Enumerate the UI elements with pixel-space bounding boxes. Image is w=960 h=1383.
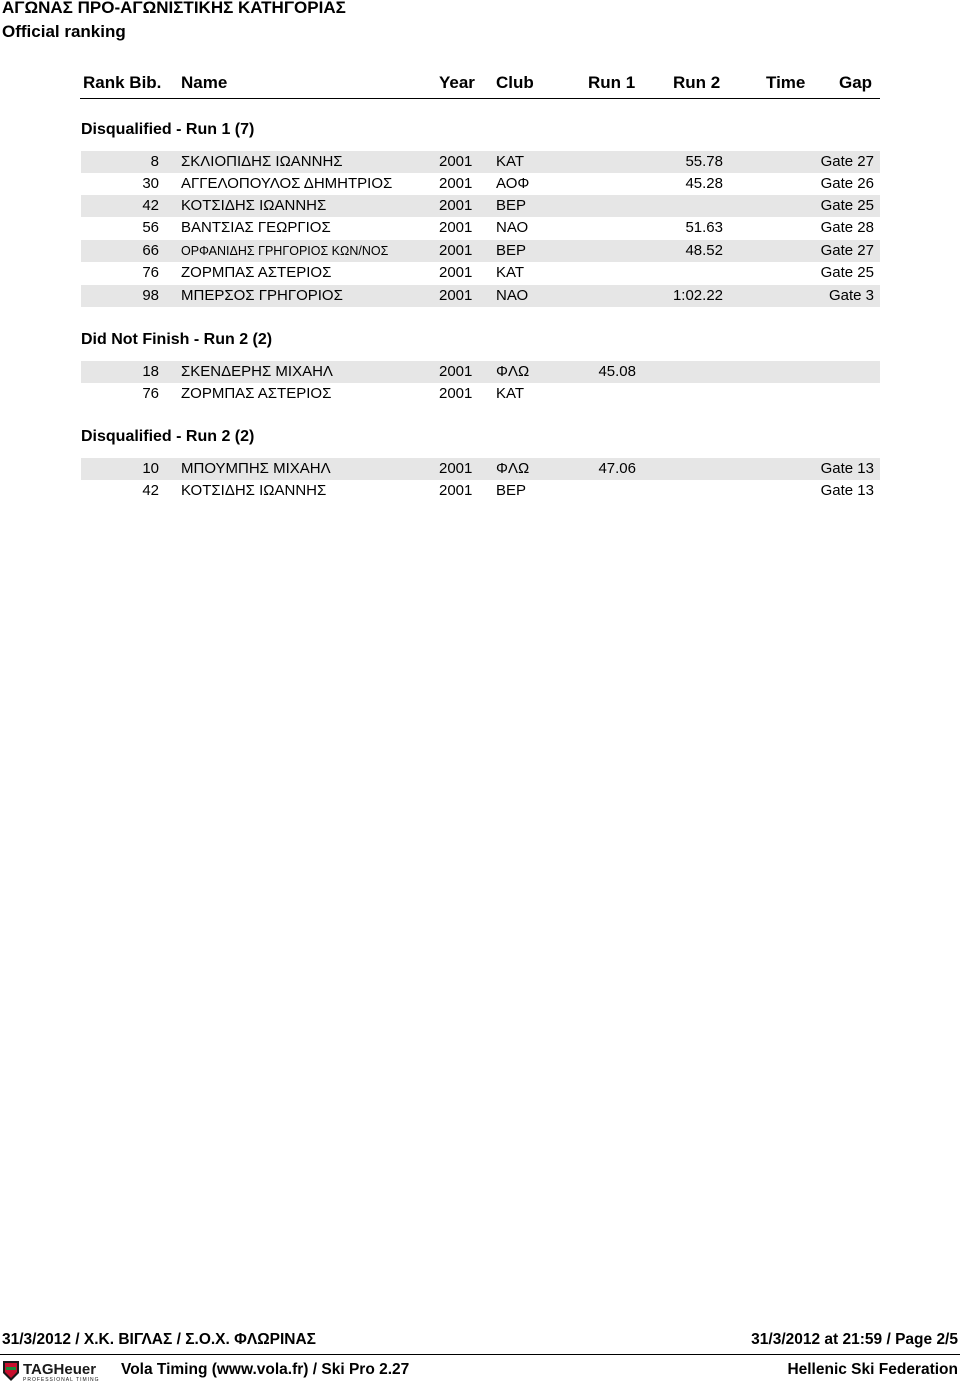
birth-year: 2001	[439, 363, 473, 380]
column-header-row	[0, 73, 960, 95]
club: ΦΛΩ	[496, 363, 530, 380]
bib: 56	[142, 219, 159, 236]
col-gap: Gap	[839, 73, 873, 92]
col-year: Year	[439, 73, 475, 92]
col-run1: Run 1	[588, 73, 636, 92]
logo-wordmark: TAGHeuer	[23, 1361, 97, 1378]
athlete-name: ΣΚΛΙΟΠΙΔΗΣ ΙΩΑΝΝΗΣ	[181, 153, 343, 170]
birth-year: 2001	[439, 242, 473, 259]
table-row	[81, 151, 880, 173]
bib: 98	[142, 287, 159, 304]
athlete-name: ΖΟΡΜΠΑΣ ΑΣΤΕΡΙΟΣ	[181, 385, 332, 402]
page-subtitle: Official ranking	[2, 22, 126, 41]
run2-time: 1:02.22	[672, 287, 723, 304]
bib: 76	[142, 264, 159, 281]
club: ΒΕΡ	[496, 242, 527, 259]
footer-divider	[0, 1354, 960, 1355]
section-title-dsq-run1: Disqualified - Run 1 (7)	[81, 121, 255, 138]
birth-year: 2001	[439, 385, 473, 402]
club: ΚΑΤ	[496, 264, 525, 281]
birth-year: 2001	[439, 264, 473, 281]
bib: 42	[142, 197, 159, 214]
gap-gate: Gate 27	[820, 153, 874, 170]
athlete-name: ΜΠΕΡΣΟΣ ΓΡΗΓΟΡΙΟΣ	[181, 287, 343, 304]
table-row	[81, 262, 880, 284]
run2-time: 51.63	[685, 219, 723, 236]
club: ΑΟΦ	[496, 175, 530, 192]
table-row	[81, 217, 880, 239]
footer-info-row	[0, 1331, 960, 1351]
run2-time: 48.52	[685, 242, 723, 259]
gap-gate: Gate 13	[820, 460, 874, 477]
athlete-name: ΣΚΕΝΔΕΡΗΣ ΜΙΧΑΗΛ	[181, 363, 333, 380]
bib: 42	[142, 482, 159, 499]
table-row	[81, 285, 880, 307]
athlete-name: ΚΟΤΣΙΔΗΣ ΙΩΑΝΝΗΣ	[181, 197, 327, 214]
bib: 8	[150, 153, 159, 170]
table-row	[81, 361, 880, 383]
gap-gate: Gate 25	[820, 264, 874, 281]
footer-date-page: 31/3/2012 at 21:59 / Page 2/5	[751, 1331, 958, 1348]
gap-gate: Gate 26	[820, 175, 874, 192]
col-club: Club	[496, 73, 534, 92]
run1-time: 45.08	[598, 363, 636, 380]
run2-time: 55.78	[685, 153, 723, 170]
bib: 66	[142, 242, 159, 259]
athlete-name: ΒΑΝΤΣΙΑΣ ΓΕΩΡΓΙΟΣ	[181, 219, 331, 236]
col-time: Time	[766, 73, 806, 92]
col-name: Name	[181, 73, 228, 92]
bib: 10	[142, 460, 159, 477]
section-title-dnf-run2: Did Not Finish - Run 2 (2)	[81, 331, 273, 348]
col-run2: Run 2	[673, 73, 721, 92]
club: ΒΕΡ	[496, 482, 527, 499]
run1-time: 47.06	[598, 460, 636, 477]
bib: 30	[142, 175, 159, 192]
gap-gate: Gate 25	[820, 197, 874, 214]
bib: 76	[142, 385, 159, 402]
page-title: ΑΓΩΝΑΣ ΠΡΟ-ΑΓΩΝΙΣΤΙΚΗΣ ΚΑΤΗΓΟΡΙΑΣ	[2, 0, 346, 17]
table-row	[81, 458, 880, 480]
table-row	[81, 383, 880, 405]
footer-federation: Hellenic Ski Federation	[787, 1361, 958, 1378]
logo-subtext: PROFESSIONAL TIMING	[23, 1377, 100, 1383]
birth-year: 2001	[439, 460, 473, 477]
birth-year: 2001	[439, 482, 473, 499]
birth-year: 2001	[439, 175, 473, 192]
athlete-name: ΖΟΡΜΠΑΣ ΑΣΤΕΡΙΟΣ	[181, 264, 332, 281]
bib: 18	[142, 363, 159, 380]
table-row	[81, 240, 880, 262]
birth-year: 2001	[439, 219, 473, 236]
birth-year: 2001	[439, 153, 473, 170]
col-rank-bib: Rank Bib.	[83, 73, 162, 92]
club: ΝΑΟ	[496, 219, 529, 236]
table-row	[81, 173, 880, 195]
birth-year: 2001	[439, 287, 473, 304]
athlete-name: ΑΓΓΕΛΟΠΟΥΛΟΣ ΔΗΜΗΤΡΙΟΣ	[181, 175, 393, 192]
table-row	[81, 480, 880, 502]
club: ΚΑΤ	[496, 153, 525, 170]
gap-gate: Gate 3	[828, 287, 874, 304]
athlete-name: ΚΟΤΣΙΔΗΣ ΙΩΑΝΝΗΣ	[181, 482, 327, 499]
athlete-name: ΜΠΟΥΜΠΗΣ ΜΙΧΑΗΛ	[181, 460, 331, 477]
run2-time: 45.28	[685, 175, 723, 192]
gap-gate: Gate 27	[820, 242, 874, 259]
footer-event-info: 31/3/2012 / Χ.Κ. ΒΙΓΛΑΣ / Σ.Ο.Χ. ΦΛΩΡΙΝΑΣ	[2, 1331, 316, 1348]
gap-gate: Gate 28	[820, 219, 874, 236]
footer-credits-row	[0, 1359, 960, 1383]
gap-gate: Gate 13	[820, 482, 874, 499]
table-row	[81, 195, 880, 217]
section-title-dsq-run2: Disqualified - Run 2 (2)	[81, 428, 255, 445]
header-divider	[80, 98, 880, 99]
club: ΒΕΡ	[496, 197, 527, 214]
athlete-name: ΟΡΦΑΝΙΔΗΣ ΓΡΗΓΟΡΙΟΣ ΚΩΝ/ΝΟΣ	[181, 244, 389, 258]
footer-software: Vola Timing (www.vola.fr) / Ski Pro 2.27	[121, 1361, 410, 1378]
club: ΚΑΤ	[496, 385, 525, 402]
birth-year: 2001	[439, 197, 473, 214]
club: ΝΑΟ	[496, 287, 529, 304]
club: ΦΛΩ	[496, 460, 530, 477]
